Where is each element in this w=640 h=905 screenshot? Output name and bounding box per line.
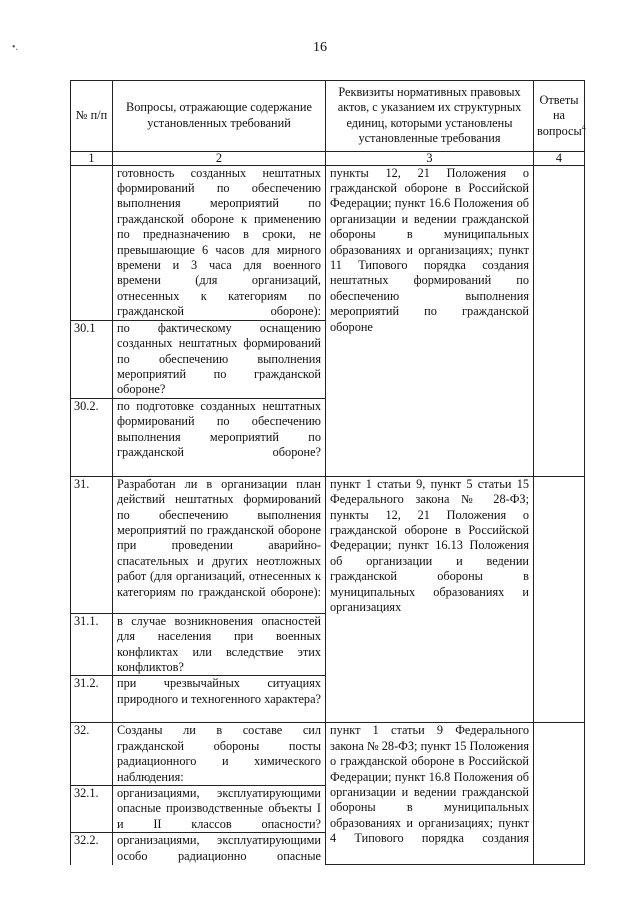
table-header-row xyxy=(71,81,585,152)
row-question: организациями, эксплуатирующими особо радиационно опасные xyxy=(113,833,326,865)
column-number: 4 xyxy=(534,151,585,165)
row-question: при чрезвычайных ситуациях природного и техногенного характера? xyxy=(113,676,326,723)
row-reference: пункт 1 статьи 9 Федерального закона № 28-ФЗ; пункт 15 Положения о гражданской обороне в Российской Федерации; пункт 16.8 Положения об организации и ведении гражданской обороны в муниципальных образованиях и организациях; пункт 4 Типового порядка создания xyxy=(326,723,534,865)
row-question: Разработан ли в организации план действий нештатных формирований по обеспечению выполнения мероприятий по гражданской обороне при проведении аварийно-спасательных и других неотложных работ (для организаций, отнесенных к категориям по гражданской обороне): xyxy=(113,476,326,613)
row-number: 32. xyxy=(71,723,113,786)
row-number xyxy=(71,165,113,320)
row-number: 30.2. xyxy=(71,398,113,476)
row-question: организациями, эксплуатирующими опасные производственные объекты I и II классов опасности? xyxy=(113,785,326,832)
column-number: 1 xyxy=(71,151,113,165)
row-question: готовность созданных нештатных формирований по обеспечению выполнения мероприятий по гражданской обороне к применению по предназначению в сроки, не превышающие 6 часов для мирного времени и 3 часа для военного времени (для организаций, отнесенных к категориям по гражданской обороне): xyxy=(113,165,326,320)
scan-corner-mark: •. xyxy=(12,42,19,53)
row-question: Созданы ли в составе сил гражданской обороны посты радиационного и химического наблюдения: xyxy=(113,723,326,786)
row-number: 30.1 xyxy=(71,320,113,398)
requirements-table xyxy=(70,80,585,865)
row-answer xyxy=(534,723,585,865)
row-number: 31.2. xyxy=(71,676,113,723)
row-question: по фактическому оснащению созданных нештатных формирований по обеспечению выполнения мероприятий по гражданской обороне? xyxy=(113,320,326,398)
row-number: 32.1. xyxy=(71,785,113,832)
row-question: в случае возникновения опасностей для населения при военных конфликтах или вследствие этих конфликтов? xyxy=(113,613,326,676)
table-row xyxy=(71,723,585,786)
row-reference: пункты 12, 21 Положения о гражданской обороне в Российской Федерации; пункт 16.6 Положения об организации и ведении гражданской обороны в муниципальных образованиях и организациях; пункт 11 Типового порядка создания нештатных формирований по обеспечению выполнения мероприятий по гражданской обороне xyxy=(326,165,534,476)
row-number: 31. xyxy=(71,476,113,613)
row-question: по подготовке созданных нештатных формирований по обеспечению выполнения мероприятий по гражданской обороне? xyxy=(113,398,326,476)
table-row xyxy=(71,476,585,613)
row-answer xyxy=(534,476,585,723)
header-col-references: Реквизиты нормативных правовых актов, с указанием их структурных единиц, которыми установлены установленные требования xyxy=(326,81,534,152)
page-number: 16 xyxy=(313,40,327,55)
table-row xyxy=(71,165,585,320)
column-numbers-row xyxy=(71,151,585,165)
row-number: 32.2. xyxy=(71,833,113,865)
row-number: 31.1. xyxy=(71,613,113,676)
column-number: 3 xyxy=(326,151,534,165)
header-col-number: № п/п xyxy=(71,81,113,152)
row-reference: пункт 1 статьи 9, пункт 5 статьи 15 Федерального закона № 28-ФЗ; пункты 12, 21 Положения о гражданской обороне в Российской Федерации; пункт 16.13 Положения об организации и ведении гражданской обороны в муниципальных образованиях и организациях xyxy=(326,476,534,723)
header-col-questions: Вопросы, отражающие содержание установленных требований xyxy=(113,81,326,152)
header-col-answers: Ответы на вопросы$^4$ xyxy=(534,81,585,152)
row-answer xyxy=(534,165,585,476)
column-number: 2 xyxy=(113,151,326,165)
